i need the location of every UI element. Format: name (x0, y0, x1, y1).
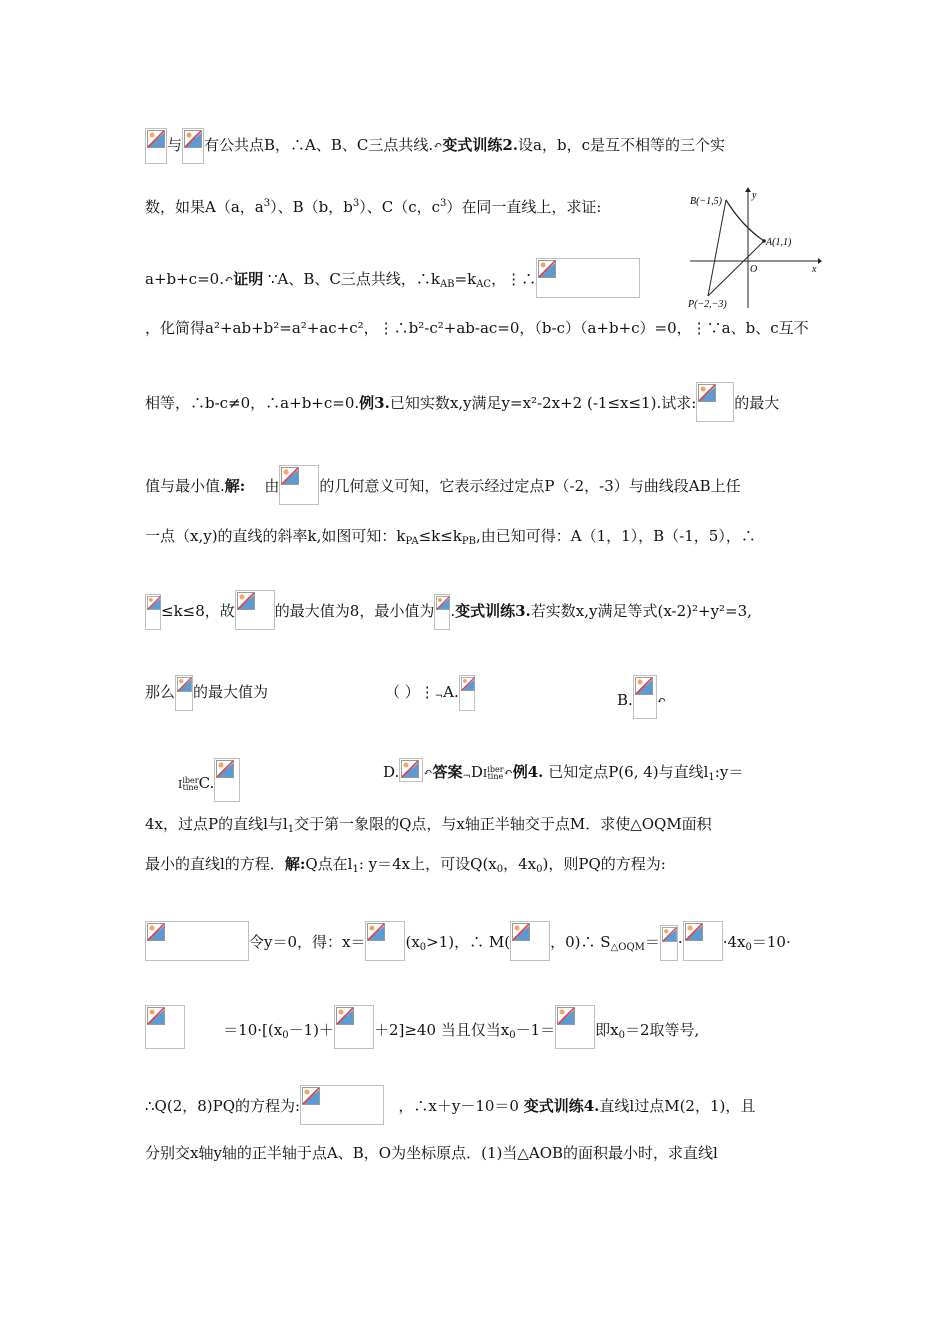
formula-image (175, 675, 193, 711)
text-line: B. ↶ (617, 675, 666, 719)
broken-image-icon (367, 923, 385, 941)
formula-image (660, 925, 678, 961)
label-y: y (752, 190, 757, 201)
formula-image (334, 1005, 374, 1049)
broken-image-icon (685, 923, 703, 941)
broken-image-icon (147, 1007, 165, 1025)
formula-image (182, 128, 204, 164)
text-line: 4x，过点P的直线l与$l_1$交于第一象限的Q点，与x轴正半轴交于点M．求使△OQM面积 (145, 815, 712, 835)
formula-image (365, 921, 405, 961)
text-line: $=10\cdot[(x_0-1)+$ ＋2]≥40 当且仅当$x_0-1=$ 即$x_0=2$取等号, (145, 1005, 699, 1049)
formula-image (145, 128, 167, 164)
broken-image-icon (557, 1007, 575, 1025)
option-b-image (633, 675, 657, 719)
text-line: ，化简得a²+ab+b²=a²+ac+c²，⋮∴b²-c²+ab-ac=0，（b-c）（a+b+c）=0，⋮∵a、b、c互不 (145, 319, 809, 337)
option-a-image (459, 675, 475, 711)
broken-image-icon (436, 596, 450, 610)
formula-image (434, 594, 450, 630)
broken-image-icon (538, 260, 556, 278)
text-line: 与 有公共点B，∴A、B、C三点共线.↶变式训练2.设a，b，c是互不相等的三个实 (145, 128, 725, 164)
curved-arrow-icon: ↶ (423, 766, 433, 779)
text-line: 相等，∴b-c≠0，∴a+b+c=0.例3.已知实数x,y满足y=x²-2x+2 (-1≤x≤1).试求: 的最大 (145, 382, 779, 422)
text-line: D. ↶答案¬DIiber tine↶例4. 已知定点P(6, 4)与直线$l_1:y=$ (383, 758, 743, 788)
broken-image-icon (147, 130, 165, 148)
formula-image (683, 921, 723, 961)
text-line: 数，如果A（a，$a^3$）、B（b，$b^3$）、C（c，$c^3$）在同一直线上，求证: (145, 198, 602, 216)
broken-image-icon (147, 596, 161, 610)
broken-image-icon (401, 760, 419, 778)
broken-image-icon (662, 927, 677, 942)
broken-image-icon (512, 923, 530, 941)
broken-image-icon (184, 130, 202, 148)
label-b: B(−1,5) (690, 196, 723, 207)
text-line: Iiber tineC. (178, 758, 240, 802)
coordinate-graph (686, 186, 822, 310)
formula-image (235, 590, 275, 630)
formula-image (555, 1005, 595, 1049)
text-line: 那么 的最大值为 (145, 675, 268, 711)
text-line: ∴Q(2，8)PQ的方程为: ，∴x＋y－10＝0 变式训练4.直线l过点M(2，1)，且 (145, 1085, 755, 1125)
text-line: 值与最小值.解: 由 的几何意义可知，它表示经过定点P（-2，-3）与曲线段AB上任 (145, 465, 741, 505)
formula-image (696, 382, 734, 422)
label-p: P(−2,−3) (688, 299, 727, 310)
broken-image-icon (461, 677, 475, 691)
label-x: x (812, 264, 817, 275)
curved-arrow-icon: ↶ (656, 694, 667, 707)
broken-image-icon (216, 760, 234, 778)
curved-arrow-icon: ↶ (223, 273, 234, 286)
formula-image (300, 1085, 384, 1125)
text-line: （ ）⋮¬A. (385, 675, 475, 711)
option-c-image (214, 758, 240, 802)
formula-image (510, 921, 550, 961)
label-a: A(1,1) (766, 237, 792, 248)
formula-image (145, 1005, 185, 1049)
formula-image (145, 921, 249, 961)
curve-ab (726, 200, 764, 241)
broken-image-icon (237, 592, 255, 610)
text-line: 最小的直线l的方程．解:Q点在$l_1$: y＝4x上，可设$Q(x_0$，$4x_0$)，则PQ的方程为: (145, 855, 666, 875)
broken-image-icon (635, 677, 653, 695)
text-line: 一点（x,y)的直线的斜率k,如图可知：$k_{PA}\le k\le k_{PB}$,由已知可得：A（1，1），B（-1，5），∴ (145, 527, 756, 547)
broken-image-icon (336, 1007, 354, 1025)
broken-image-icon (302, 1087, 320, 1105)
broken-image-icon (177, 677, 192, 692)
broken-image-icon (281, 467, 299, 485)
text-line: 分别交x轴y轴的正半轴于点A、B，O为坐标原点．(1)当△AOB的面积最小时，求直线l (145, 1144, 718, 1162)
formula-image (279, 465, 319, 505)
curved-arrow-icon: ↶ (503, 766, 513, 779)
option-d-image (399, 758, 423, 782)
label-o: O (750, 264, 758, 275)
broken-image-icon (698, 384, 716, 402)
formula-image (145, 594, 161, 630)
formula-image (536, 258, 640, 298)
curved-arrow-icon: ↶ (433, 139, 443, 152)
text-line: a+b+c=0.↶证明 ∵A、B、C三点共线，$\therefore k_{AB}=k_{AC}$，⋮∴ (145, 258, 640, 298)
text-line: ≤k≤8，故 的最大值为8，最小值为 .变式训练3.若实数x,y满足等式(x-2)²+y²=3, (145, 590, 752, 630)
broken-image-icon (147, 923, 165, 941)
text-line: 令y＝0，得：x＝ $(x_0>1)$，∴ M( ，0)∴ $S_{\triangle OQM}=$ · $\cdot 4x_0=10\cdot$ (145, 921, 791, 961)
